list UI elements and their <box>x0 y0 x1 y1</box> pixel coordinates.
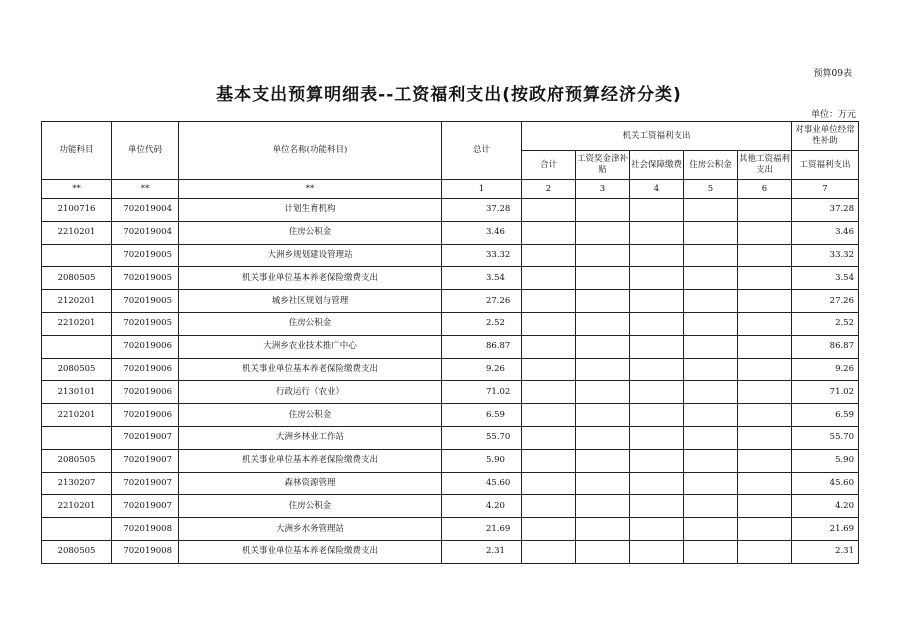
cell-social <box>630 290 684 313</box>
table-row <box>42 495 859 518</box>
header-other: 其他工资福利支出 <box>738 151 792 180</box>
cell-housing <box>684 199 738 222</box>
cell-salary <box>576 290 630 313</box>
cell-sub-salary: 21.69 <box>792 518 859 541</box>
cell-name: 住房公积金 <box>179 221 442 244</box>
cell-name: 城乡社区规划与管理 <box>179 290 442 313</box>
budget-table <box>41 121 859 564</box>
header-social: 社会保障缴费 <box>630 151 684 180</box>
cell-other <box>738 472 792 495</box>
cell-other <box>738 221 792 244</box>
cell-func: 2120201 <box>42 290 112 313</box>
cell-sum <box>522 426 576 449</box>
cell-housing <box>684 518 738 541</box>
cell-salary <box>576 540 630 563</box>
table-row <box>42 426 859 449</box>
cell-social <box>630 267 684 290</box>
cell-social <box>630 426 684 449</box>
table-row <box>42 518 859 541</box>
cell-salary <box>576 472 630 495</box>
table-row <box>42 290 859 313</box>
cell-total: 33.32 <box>442 244 522 267</box>
index-cell: 7 <box>792 180 859 199</box>
header-group-sub: 对事业单位经常性补助 <box>792 122 859 151</box>
header-sum: 合计 <box>522 151 576 180</box>
cell-func: 2210201 <box>42 404 112 427</box>
cell-name: 计划生育机构 <box>179 199 442 222</box>
cell-total: 6.59 <box>442 404 522 427</box>
cell-sub-salary: 5.90 <box>792 449 859 472</box>
cell-housing <box>684 381 738 404</box>
cell-func <box>42 244 112 267</box>
table-row <box>42 381 859 404</box>
header-group-org: 机关工资福利支出 <box>522 122 792 151</box>
cell-sub-salary: 2.52 <box>792 312 859 335</box>
header-housing: 住房公积金 <box>684 151 738 180</box>
cell-housing <box>684 472 738 495</box>
cell-salary <box>576 426 630 449</box>
cell-sum <box>522 449 576 472</box>
table-row <box>42 449 859 472</box>
cell-func: 2080505 <box>42 358 112 381</box>
header-code: 单位代码 <box>112 122 179 180</box>
header-func: 功能科目 <box>42 122 112 180</box>
table-row <box>42 244 859 267</box>
cell-social <box>630 404 684 427</box>
cell-sub-salary: 4.20 <box>792 495 859 518</box>
cell-code: 702019006 <box>112 358 179 381</box>
cell-total: 86.87 <box>442 335 522 358</box>
cell-sub-salary: 86.87 <box>792 335 859 358</box>
cell-total: 37.28 <box>442 199 522 222</box>
header-salary: 工资奖金津补贴 <box>576 151 630 180</box>
cell-sub-salary: 27.26 <box>792 290 859 313</box>
cell-code: 702019005 <box>112 312 179 335</box>
cell-total: 5.90 <box>442 449 522 472</box>
cell-code: 702019005 <box>112 244 179 267</box>
cell-salary <box>576 267 630 290</box>
cell-name: 住房公积金 <box>179 495 442 518</box>
cell-sum <box>522 358 576 381</box>
cell-other <box>738 540 792 563</box>
cell-sub-salary: 3.46 <box>792 221 859 244</box>
cell-sub-salary: 37.28 <box>792 199 859 222</box>
cell-other <box>738 267 792 290</box>
cell-sum <box>522 267 576 290</box>
cell-other <box>738 404 792 427</box>
cell-housing <box>684 312 738 335</box>
cell-salary <box>576 244 630 267</box>
cell-sum <box>522 540 576 563</box>
unit-label: 单位：万元 <box>810 110 856 120</box>
cell-other <box>738 381 792 404</box>
cell-social <box>630 381 684 404</box>
cell-social <box>630 358 684 381</box>
cell-other <box>738 449 792 472</box>
cell-func: 2080505 <box>42 267 112 290</box>
cell-sum <box>522 518 576 541</box>
cell-name: 森林资源管理 <box>179 472 442 495</box>
cell-sub-salary: 55.70 <box>792 426 859 449</box>
cell-housing <box>684 267 738 290</box>
cell-sub-salary: 33.32 <box>792 244 859 267</box>
cell-social <box>630 540 684 563</box>
index-cell: 6 <box>738 180 792 199</box>
cell-name: 机关事业单位基本养老保险缴费支出 <box>179 358 442 381</box>
cell-sub-salary: 9.26 <box>792 358 859 381</box>
cell-total: 45.60 <box>442 472 522 495</box>
cell-total: 2.52 <box>442 312 522 335</box>
cell-social <box>630 449 684 472</box>
cell-code: 702019006 <box>112 381 179 404</box>
table-row <box>42 221 859 244</box>
cell-name: 大洲乡规划建设管理站 <box>179 244 442 267</box>
cell-housing <box>684 244 738 267</box>
table-row <box>42 472 859 495</box>
cell-housing <box>684 358 738 381</box>
cell-salary <box>576 495 630 518</box>
cell-housing <box>684 290 738 313</box>
index-cell: 1 <box>442 180 522 199</box>
header-sub-salary: 工资福利支出 <box>792 151 859 180</box>
cell-total: 4.20 <box>442 495 522 518</box>
table-row <box>42 312 859 335</box>
cell-sum <box>522 199 576 222</box>
table-row <box>42 358 859 381</box>
cell-salary <box>576 518 630 541</box>
cell-code: 702019006 <box>112 335 179 358</box>
cell-other <box>738 426 792 449</box>
cell-other <box>738 518 792 541</box>
cell-salary <box>576 312 630 335</box>
cell-other <box>738 335 792 358</box>
cell-housing <box>684 426 738 449</box>
cell-salary <box>576 199 630 222</box>
cell-sub-salary: 6.59 <box>792 404 859 427</box>
index-cell: 3 <box>576 180 630 199</box>
cell-housing <box>684 221 738 244</box>
cell-name: 大洲乡林业工作站 <box>179 426 442 449</box>
index-row <box>42 180 859 199</box>
cell-func: 2100716 <box>42 199 112 222</box>
cell-total: 9.26 <box>442 358 522 381</box>
cell-name: 机关事业单位基本养老保险缴费支出 <box>179 267 442 290</box>
cell-name: 住房公积金 <box>179 404 442 427</box>
table-row <box>42 540 859 563</box>
cell-housing <box>684 540 738 563</box>
cell-social <box>630 199 684 222</box>
cell-other <box>738 199 792 222</box>
cell-func: 2210201 <box>42 221 112 244</box>
index-cell: ** <box>179 180 442 199</box>
cell-sub-salary: 2.31 <box>792 540 859 563</box>
cell-housing <box>684 404 738 427</box>
cell-salary <box>576 404 630 427</box>
cell-other <box>738 495 792 518</box>
cell-name: 大洲乡水务管理站 <box>179 518 442 541</box>
cell-social <box>630 335 684 358</box>
cell-func <box>42 426 112 449</box>
cell-sum <box>522 381 576 404</box>
cell-name: 行政运行（农业） <box>179 381 442 404</box>
cell-sub-salary: 3.54 <box>792 267 859 290</box>
cell-func <box>42 518 112 541</box>
cell-func: 2080505 <box>42 540 112 563</box>
cell-code: 702019007 <box>112 495 179 518</box>
table-row <box>42 335 859 358</box>
cell-total: 3.54 <box>442 267 522 290</box>
cell-social <box>630 518 684 541</box>
cell-housing <box>684 335 738 358</box>
cell-sum <box>522 495 576 518</box>
cell-housing <box>684 495 738 518</box>
cell-salary <box>576 221 630 244</box>
cell-func: 2080505 <box>42 449 112 472</box>
cell-code: 702019005 <box>112 267 179 290</box>
cell-sum <box>522 221 576 244</box>
header-name: 单位名称(功能科目) <box>179 122 442 180</box>
cell-sum <box>522 244 576 267</box>
cell-code: 702019004 <box>112 221 179 244</box>
cell-sum <box>522 472 576 495</box>
cell-sub-salary: 71.02 <box>792 381 859 404</box>
cell-code: 702019008 <box>112 540 179 563</box>
table-row <box>42 199 859 222</box>
cell-sum <box>522 290 576 313</box>
cell-total: 3.46 <box>442 221 522 244</box>
cell-salary <box>576 449 630 472</box>
cell-total: 21.69 <box>442 518 522 541</box>
header-total: 总计 <box>442 122 522 180</box>
cell-salary <box>576 358 630 381</box>
form-code: 预算09表 <box>813 69 852 79</box>
cell-other <box>738 244 792 267</box>
cell-code: 702019005 <box>112 290 179 313</box>
table-row <box>42 267 859 290</box>
cell-other <box>738 358 792 381</box>
cell-total: 2.31 <box>442 540 522 563</box>
cell-salary <box>576 381 630 404</box>
cell-code: 702019004 <box>112 199 179 222</box>
cell-social <box>630 312 684 335</box>
cell-func <box>42 335 112 358</box>
cell-social <box>630 495 684 518</box>
cell-total: 71.02 <box>442 381 522 404</box>
cell-social <box>630 244 684 267</box>
cell-social <box>630 472 684 495</box>
cell-func: 2210201 <box>42 495 112 518</box>
page-title: 基本支出预算明细表--工资福利支出(按政府预算经济分类) <box>216 85 682 105</box>
cell-name: 大洲乡农业技术推广中心 <box>179 335 442 358</box>
cell-code: 702019007 <box>112 449 179 472</box>
cell-code: 702019008 <box>112 518 179 541</box>
table-row <box>42 404 859 427</box>
cell-name: 住房公积金 <box>179 312 442 335</box>
cell-sum <box>522 335 576 358</box>
cell-sub-salary: 45.60 <box>792 472 859 495</box>
cell-code: 702019007 <box>112 426 179 449</box>
cell-sum <box>522 312 576 335</box>
index-cell: 5 <box>684 180 738 199</box>
cell-total: 55.70 <box>442 426 522 449</box>
cell-name: 机关事业单位基本养老保险缴费支出 <box>179 540 442 563</box>
cell-name: 机关事业单位基本养老保险缴费支出 <box>179 449 442 472</box>
cell-code: 702019007 <box>112 472 179 495</box>
index-cell: 4 <box>630 180 684 199</box>
cell-func: 2130101 <box>42 381 112 404</box>
cell-func: 2210201 <box>42 312 112 335</box>
index-cell: 2 <box>522 180 576 199</box>
cell-other <box>738 312 792 335</box>
index-cell: ** <box>42 180 112 199</box>
cell-other <box>738 290 792 313</box>
cell-sum <box>522 404 576 427</box>
cell-total: 27.26 <box>442 290 522 313</box>
cell-code: 702019006 <box>112 404 179 427</box>
cell-social <box>630 221 684 244</box>
cell-salary <box>576 335 630 358</box>
cell-func: 2130207 <box>42 472 112 495</box>
cell-housing <box>684 449 738 472</box>
index-cell: ** <box>112 180 179 199</box>
